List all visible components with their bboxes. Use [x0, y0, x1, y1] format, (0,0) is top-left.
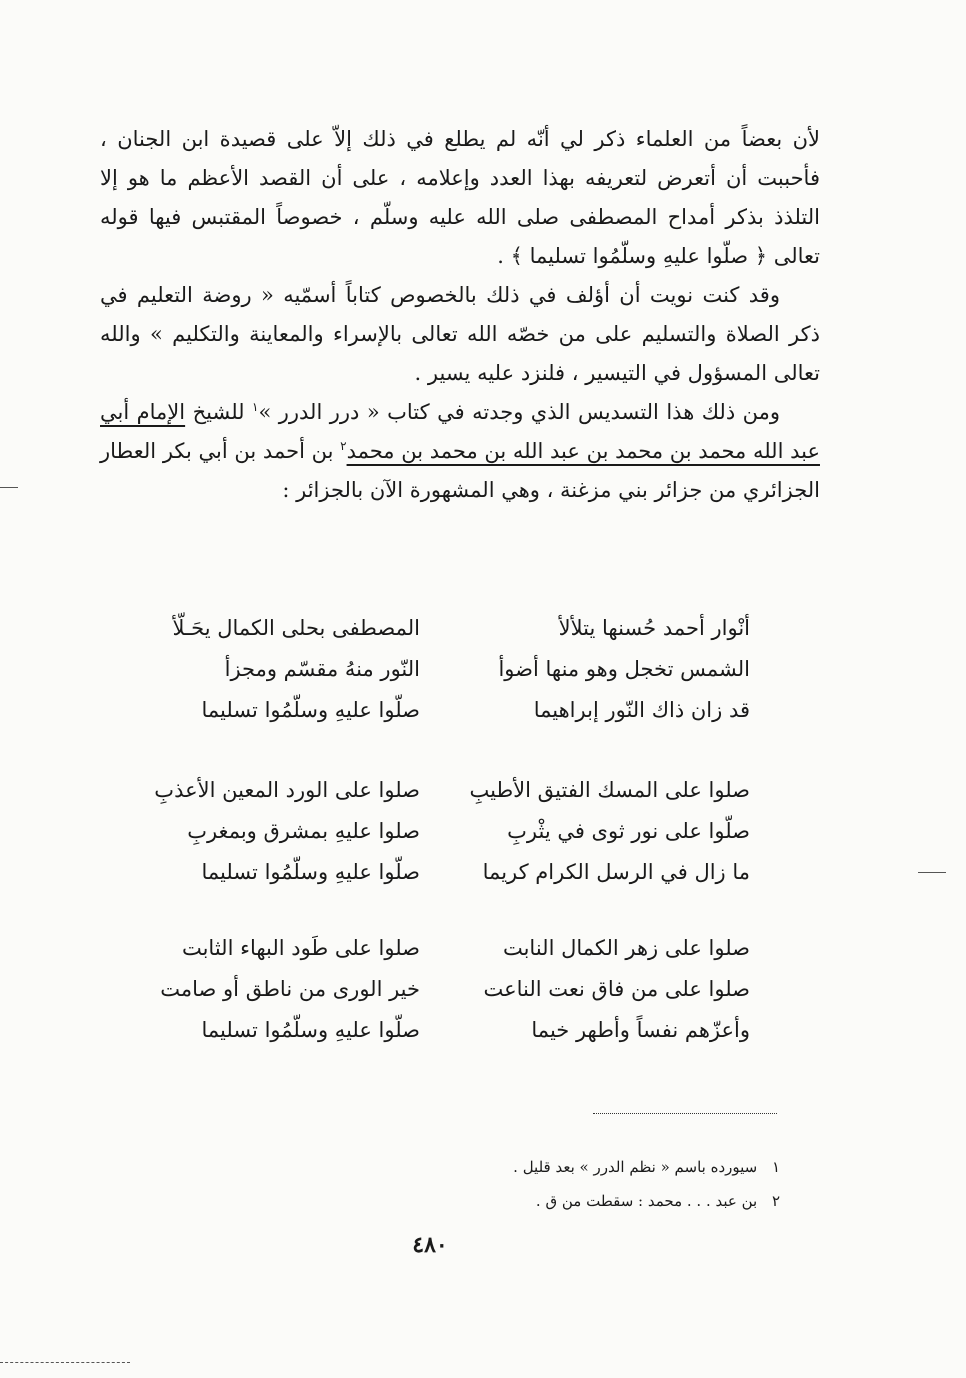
poem-stanza-3: [130, 928, 750, 1051]
verse-first-hemistich: ما زال في الرسل الكرام كريما: [482, 860, 750, 884]
margin-mark: [918, 872, 946, 873]
verse-first-hemistich: صلوا على زهر الكمال النابت: [502, 936, 750, 960]
author-name: الإمام أبي عبد الله محمد بن محمد بن عبد الله بن محمد بن محمد: [100, 400, 820, 463]
verse-second-hemistich: صلّوا عليهِ وسلّمُوا تسليما: [201, 860, 420, 884]
scan-edge-line: [0, 1362, 130, 1363]
margin-mark: [0, 487, 18, 488]
verse-second-hemistich: صلوا على طَود البهاء الثابت: [181, 936, 420, 960]
footnote-1: [440, 1150, 780, 1184]
body-text: [100, 120, 820, 510]
poem-stanza-1: [130, 608, 750, 731]
footnotes: [440, 1150, 780, 1218]
paragraph-3-rest: بن أحمد بن أبي بكر العطار الجزائري من جزائر بني مزغنة ، وهي المشهورة الآن بالجزائر :: [100, 439, 820, 502]
verse-line: [130, 969, 750, 1010]
verse-line: [130, 811, 750, 852]
footnote-ref-1: ١: [252, 400, 259, 414]
verse-second-hemistich: صلّوا عليهِ وسلّمُوا تسليما: [201, 1018, 420, 1042]
footnote-2: [440, 1184, 780, 1218]
verse-first-hemistich: وأعزّهم نفساً وأطهر خيما: [531, 1018, 750, 1042]
verse-first-hemistich: صلوا على المسك الفتيق الأطيبِ: [469, 778, 750, 802]
footnote-number: ٢: [771, 1192, 780, 1210]
verse-second-hemistich: النّور منهُ مقسّم ومجزأ: [224, 657, 420, 681]
footnote-text: سيورده باسم « نظم الدرر » بعد قليل .: [513, 1158, 758, 1176]
verse-line: [130, 608, 750, 649]
footnote-number: ١: [771, 1158, 780, 1176]
verse-first-hemistich: صلّوا على نور ثوى في يثْربِ: [507, 819, 750, 843]
paragraph-3: [100, 393, 820, 510]
page-number: ٤٨٠: [412, 1232, 448, 1258]
verse-first-hemistich: الشمس تخجل وهو منها أضوأ: [498, 657, 750, 681]
verse-line: [130, 1010, 750, 1051]
verse-second-hemistich: صلّوا عليهِ وسلّمُوا تسليما: [201, 698, 420, 722]
verse-line: [130, 770, 750, 811]
verse-second-hemistich: المصطفى بحلى الكمال يحَـلّأ: [172, 616, 420, 640]
paragraph-3-intro: ومن ذلك هذا التسديس الذي وجدته في كتاب « درر الدرر »: [258, 400, 781, 424]
verse-line: [130, 649, 750, 690]
verse-second-hemistich: خير الورى من ناطق أو صامت: [160, 977, 420, 1001]
verse-first-hemistich: أنْوار أحمد حُسنها يتلألأ: [558, 616, 750, 640]
verse-line: [130, 852, 750, 893]
paragraph-2: وقد كنت نويت أن أؤلف في ذلك بالخصوص كتاباً أسمّيه « روضة التعليم في ذكر الصلاة والتسليم على من خصّه الله تعالى بالإسراء والمعاينة والتكليم » والله تعالى المسؤول في التيسير ، فلنزد عليه يسير .: [100, 283, 820, 385]
verse-first-hemistich: صلوا على من فاق نعت الناعت: [483, 977, 750, 1001]
footnote-text: بن عبد . . . محمد : سقطت من ق .: [535, 1192, 758, 1210]
footnote-separator: [593, 1113, 777, 1114]
paragraph-1: لأن بعضاً من العلماء ذكر لي أنّه لم يطلع في ذلك إلاّ على قصيدة ابن الجنان ، فأحببت أن أتعرض لتعريفه بهذا العدد وإعلامه ، على أن القصد الأعظم ما هو إلا التلذذ بذكر أمداح المصطفى صلى الله عليه وسلّم ، خصوصاً المقتبس فيها قوله تعالى ﴿ صلّوا عليهِ وسلّمُوا تسليما ﴾ .: [100, 127, 820, 268]
paragraph-3-sheikh: للشيخ: [185, 400, 252, 424]
verse-first-hemistich: قد زان ذاك النّور إبراهيما: [533, 698, 750, 722]
footnote-ref-2: ٢: [340, 439, 347, 453]
verse-line: [130, 928, 750, 969]
verse-line: [130, 690, 750, 731]
poem-stanza-2: [130, 770, 750, 893]
verse-second-hemistich: صلوا عليهِ بمشرق وبمغربِ: [187, 819, 420, 843]
verse-second-hemistich: صلوا على الورد المعين الأعذبِ: [154, 778, 420, 802]
